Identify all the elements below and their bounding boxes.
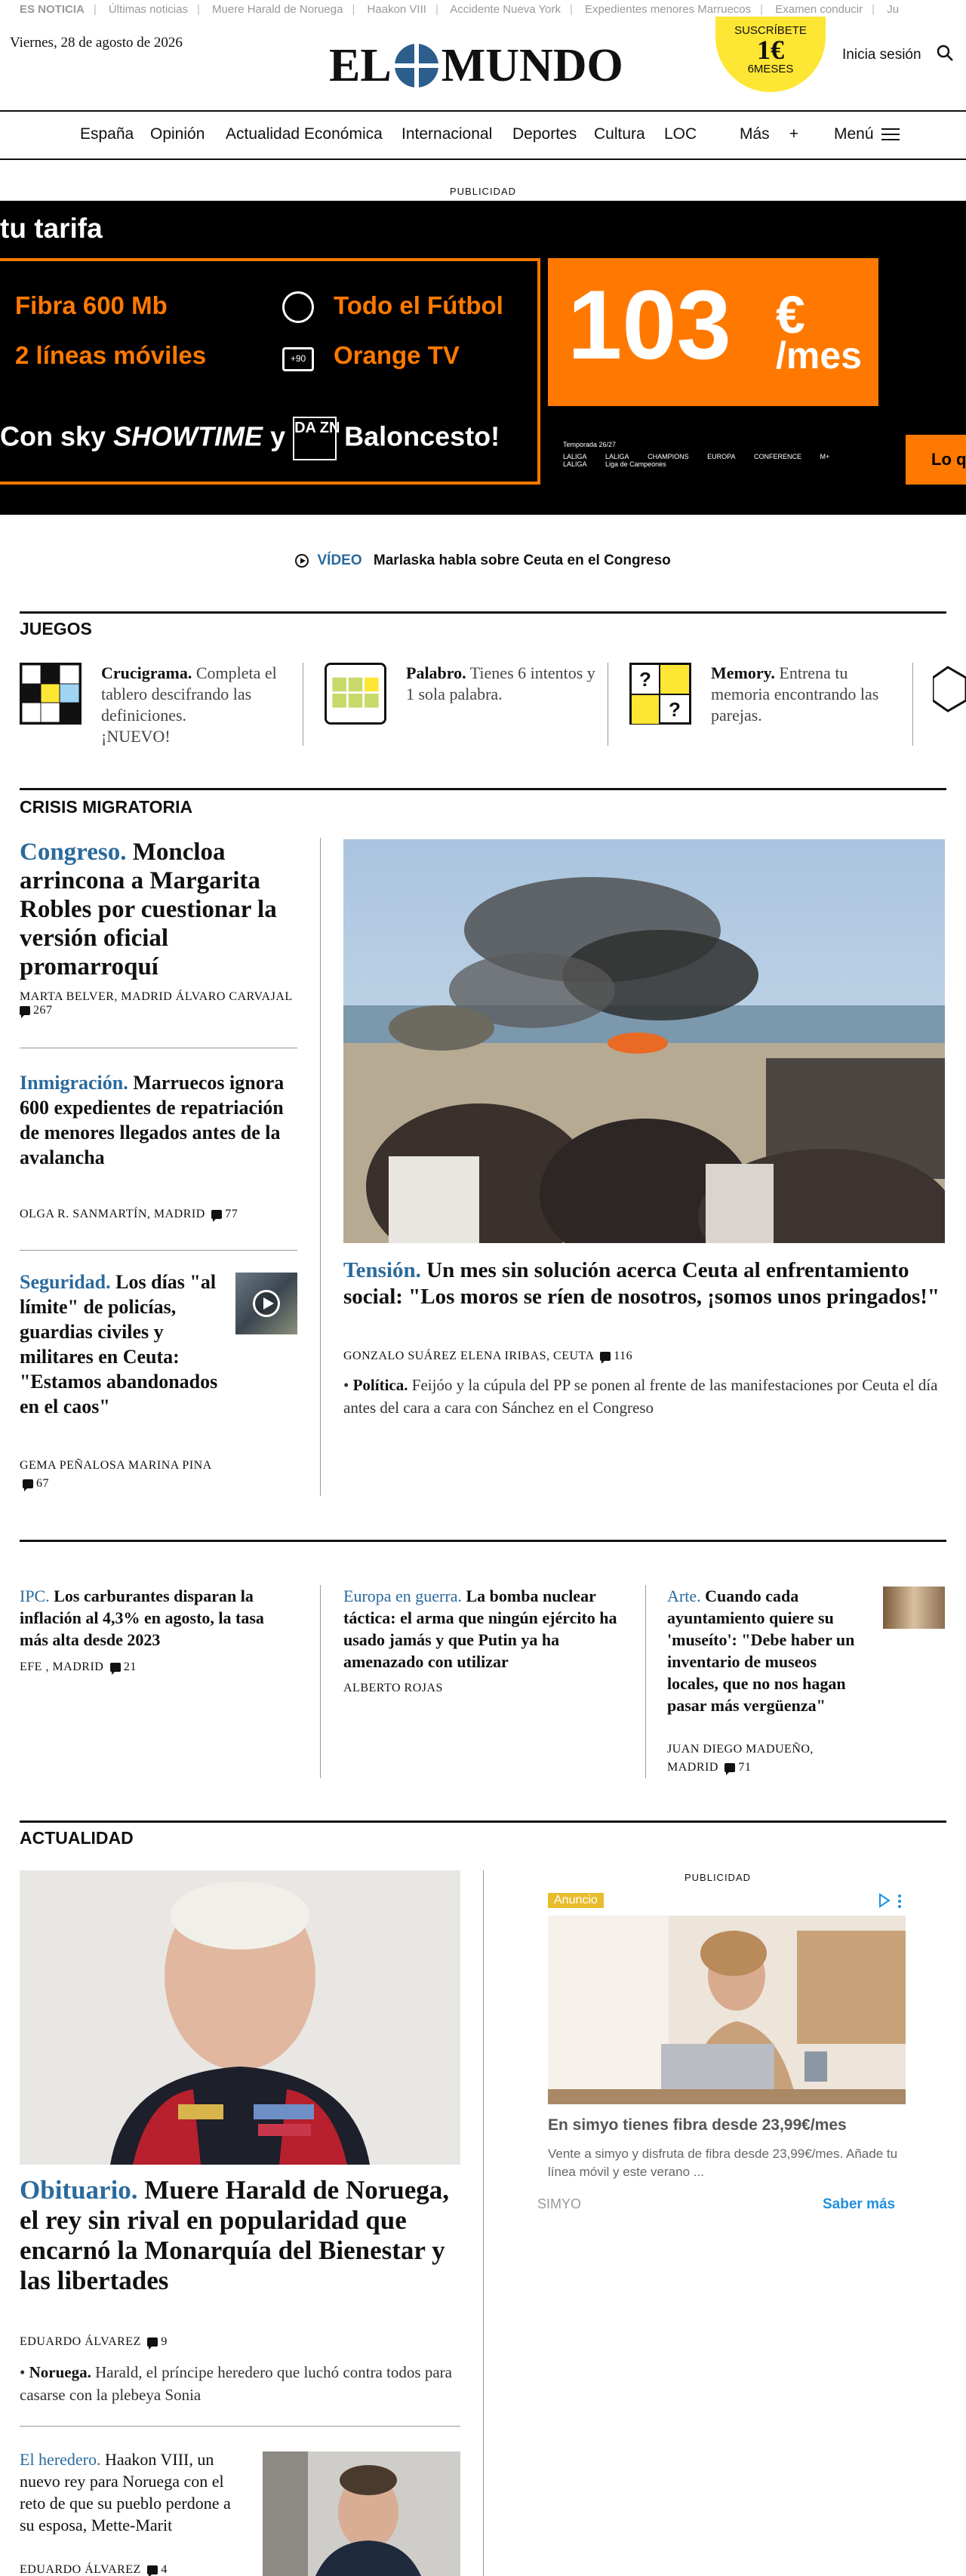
login-link[interactable]: Inicia sesión xyxy=(842,47,921,63)
ad-price-box xyxy=(548,258,878,406)
comment-count[interactable]: 77 xyxy=(225,1208,238,1220)
play-circle-icon xyxy=(295,554,309,568)
ad-cta-link[interactable]: Saber más xyxy=(823,2196,896,2212)
globe-icon xyxy=(395,44,438,88)
ticker-item[interactable]: Accidente Nueva York xyxy=(450,3,561,16)
comment-icon[interactable] xyxy=(20,1006,30,1015)
nav-item-loc[interactable]: LOC xyxy=(664,125,697,143)
ad-sky-line xyxy=(0,417,500,460)
article-kicker: El heredero. xyxy=(20,2450,101,2469)
comment-icon[interactable] xyxy=(600,1352,611,1361)
subscribe-label: SUSCRÍBETE xyxy=(734,24,807,37)
crossword-icon xyxy=(20,663,82,725)
football-icon xyxy=(282,291,314,323)
comment-icon[interactable] xyxy=(147,2337,158,2347)
game-crucigrama[interactable] xyxy=(20,663,299,746)
divider xyxy=(20,2426,460,2427)
ad-moviles: 2 líneas móviles xyxy=(15,341,207,369)
league-logo: EUROPA xyxy=(707,453,736,460)
article-byline xyxy=(667,1740,863,1777)
nav-item-opinion[interactable]: Opinión xyxy=(150,125,205,143)
memory-symbol: ? xyxy=(669,698,681,721)
league-logo: LALIGA xyxy=(605,453,629,460)
article-byline xyxy=(20,2335,460,2349)
article-kicker: Inmigración. xyxy=(20,1072,128,1094)
article-thumbnail[interactable] xyxy=(883,1587,945,1629)
nav-item-internacional[interactable]: Internacional xyxy=(401,125,493,143)
article-thumbnail[interactable] xyxy=(235,1273,297,1334)
ticker-label: ES NOTICIA xyxy=(20,3,85,16)
article-byline xyxy=(20,1660,291,1674)
nav-menu[interactable] xyxy=(834,125,900,143)
video-label: VÍDEO xyxy=(317,552,362,568)
game-desc: Tienes 6 intentos y 1 sola palabra. xyxy=(406,663,595,703)
ad-currency: € xyxy=(776,285,805,344)
ticker-item[interactable]: Haakon VIII xyxy=(367,3,426,16)
ad-brand: SIMYO xyxy=(537,2196,582,2211)
article-main-image[interactable] xyxy=(343,839,945,1243)
logo-text-right: MUNDO xyxy=(441,40,623,91)
ticker-item[interactable]: Expedientes menores Marruecos xyxy=(585,3,752,16)
column-divider xyxy=(320,1585,321,1778)
article-kicker: IPC. xyxy=(20,1587,50,1605)
game-name: Crucigrama. xyxy=(101,663,192,682)
game-palabro[interactable] xyxy=(325,663,604,746)
section-divider xyxy=(20,611,946,614)
game-extra: ¡NUEVO! xyxy=(101,727,171,746)
subscribe-price: 1€ xyxy=(757,35,784,65)
byline-authors[interactable]: GONZALO SUÁREZ ELENA IRIBAS, CEUTA xyxy=(343,1350,594,1362)
game-name: Memory. xyxy=(711,663,775,682)
league-logo: LALIGA xyxy=(563,460,587,468)
game-text xyxy=(406,663,604,705)
ad-sky-a: Con sky xyxy=(0,420,106,452)
plus-icon: + xyxy=(789,125,798,143)
ad-image[interactable] xyxy=(548,1916,906,2104)
search-icon[interactable] xyxy=(936,44,954,62)
ad-price: 103 xyxy=(568,269,731,380)
palabro-icon xyxy=(325,663,386,725)
column-divider xyxy=(320,838,321,1496)
hexagon-icon xyxy=(933,664,966,725)
article-headline[interactable]: Los carburantes disparan la inflación al 4,3% en agosto, la tasa más alta desde 2023 xyxy=(20,1587,264,1649)
byline-authors[interactable]: EDUARDO ÁLVAREZ xyxy=(20,2563,141,2576)
article-main-image[interactable] xyxy=(20,1870,460,2165)
byline-authors[interactable]: OLGA R. SANMARTÍN, MADRID xyxy=(20,1208,205,1220)
game-memory[interactable] xyxy=(629,663,909,746)
section-divider xyxy=(20,1540,946,1542)
byline-authors[interactable]: ALBERTO ROJAS xyxy=(343,1682,443,1694)
ad-badge: Anuncio xyxy=(548,1893,604,1908)
article-thumbnail[interactable] xyxy=(263,2451,460,2576)
article-byline xyxy=(343,1350,945,1363)
video-link[interactable] xyxy=(0,552,966,569)
byline-authors[interactable]: MARTA BELVER, MADRID ÁLVARO CARVAJAL xyxy=(20,990,293,1003)
comment-icon[interactable] xyxy=(23,1479,33,1488)
column-divider xyxy=(912,663,913,746)
comment-count[interactable]: 21 xyxy=(123,1660,137,1673)
game-text xyxy=(101,663,299,747)
related-kicker: Política. xyxy=(352,1376,408,1394)
article-kicker: Arte. xyxy=(667,1587,701,1605)
league-logo: M+ xyxy=(820,453,830,460)
ticker-item[interactable]: Ju xyxy=(887,3,900,16)
crisis-section-title: CRISIS MIGRATORIA xyxy=(20,797,193,817)
game-text xyxy=(711,663,909,726)
ad-label: PUBLICIDAD xyxy=(684,1872,752,1883)
comment-icon[interactable] xyxy=(724,1763,735,1772)
column-divider xyxy=(645,1585,646,1778)
ticker-item[interactable]: Muere Harald de Noruega xyxy=(212,3,343,16)
games-section-title: JUEGOS xyxy=(20,619,92,639)
comment-count[interactable]: 267 xyxy=(33,1004,53,1017)
ad-temporada: Temporada 26/27 xyxy=(563,441,617,448)
related-article[interactable]: • Política. Feijóo y la cúpula del PP se ponen al frente de las manifestaciones por Ceuta el día antes del cara a cara con Sánchez en el Congreso xyxy=(343,1376,938,1417)
game-desc: Entrena tu memoria encontrando las parejas. xyxy=(711,663,879,725)
nav-more-label: Más xyxy=(740,125,770,143)
article-headline[interactable]: La bomba nuclear táctica: el arma que ningún ejército ha usado jamás y que Putin ya ha amenazado con utilizar xyxy=(343,1587,617,1671)
article-headline[interactable]: Los días "al límite" de policías, guardias civiles y militares en Ceuta: "Estamos abandonados en el caos" xyxy=(20,1271,218,1417)
article-byline xyxy=(20,1457,223,1493)
ad-label: PUBLICIDAD xyxy=(449,186,517,197)
video-title: Marlaska habla sobre Ceuta en el Congreso xyxy=(373,552,671,568)
adchoices-icon[interactable] xyxy=(877,1893,904,1910)
byline-authors[interactable]: JUAN DIEGO MADUEÑO, MADRID xyxy=(667,1743,814,1774)
byline-authors[interactable]: EFE , MADRID xyxy=(20,1660,104,1673)
related-article[interactable]: • Noruega. Harald, el príncipe heredero que luchó contra todos para casarse con la plebeya Sonia xyxy=(20,2363,452,2404)
logo-text-left: EL xyxy=(329,40,392,91)
actualidad-section-title: ACTUALIDAD xyxy=(20,1828,134,1848)
related-headline[interactable]: Feijóo y la cúpula del PP se ponen al frente de las manifestaciones por Ceuta el día antes del cara a cara con Sánchez en el Congreso xyxy=(343,1376,938,1417)
nav-menu-label: Menú xyxy=(834,125,874,143)
side-ad[interactable] xyxy=(537,1872,906,2219)
comment-count[interactable]: 9 xyxy=(161,2335,168,2348)
article-headline[interactable]: Un mes sin solución acerca Ceuta al enfrentamiento social: "Los moros se ríen de nosotros, ¡somos unos pringados!" xyxy=(343,1258,940,1309)
article-kicker: Tensión. xyxy=(343,1258,421,1282)
article-kicker: Europa en guerra. xyxy=(343,1587,462,1605)
column-divider xyxy=(483,1870,484,2576)
league-logo: CHAMPIONS xyxy=(648,453,689,460)
divider xyxy=(20,1250,297,1251)
article-kicker: Obituario. xyxy=(20,2175,138,2205)
nav-item-cultura[interactable]: Cultura xyxy=(594,125,645,143)
comment-count[interactable]: 67 xyxy=(36,1477,49,1490)
main-nav xyxy=(0,110,966,160)
ad-tarifa: tu tarifa xyxy=(0,213,103,244)
site-logo[interactable] xyxy=(329,39,635,92)
comment-icon[interactable] xyxy=(110,1663,121,1672)
related-kicker: Noruega. xyxy=(29,2363,91,2381)
ad-per: /mes xyxy=(776,334,862,377)
article-byline xyxy=(343,1682,630,1695)
nav-item-espana[interactable]: España xyxy=(80,125,134,143)
comment-icon[interactable] xyxy=(147,2565,158,2574)
league-logo: LALIGA xyxy=(563,453,587,460)
comment-count[interactable]: 71 xyxy=(738,1761,752,1774)
ad-orange-tv: Orange TV xyxy=(334,341,460,369)
league-logo: CONFERENCE xyxy=(753,453,801,460)
subscribe-period: 6MESES xyxy=(747,63,794,75)
comment-count[interactable]: 4 xyxy=(161,2563,168,2576)
nav-item-deportes[interactable]: Deportes xyxy=(512,125,577,143)
memory-symbol: ? xyxy=(632,665,660,695)
ad-title[interactable]: En simyo tienes fibra desde 23,99€/mes xyxy=(548,2116,847,2134)
article-headline[interactable]: Cuando cada ayuntamiento quiere su 'museíto': "Debe haber un inventario de museos locales, que no nos hagan pasar más vergüenza" xyxy=(667,1587,855,1715)
article-kicker: Congreso. xyxy=(20,839,127,866)
ad-baloncesto: Baloncesto! xyxy=(344,420,500,452)
game-name: Palabro. xyxy=(406,663,466,682)
article-headline[interactable]: Haakon VIII, un nuevo rey para Noruega con el reto de que su pueblo perdone a su esposa, Mette-Marit xyxy=(20,2450,231,2534)
article-byline xyxy=(20,1208,299,1221)
related-headline[interactable]: Harald, el príncipe heredero que luchó contra todos para casarse con la plebeya Sonia xyxy=(20,2363,452,2404)
ad-league-logos xyxy=(563,441,880,471)
byline-authors[interactable]: EDUARDO ÁLVAREZ xyxy=(20,2335,141,2348)
ad-sky-b: SHOWTIME xyxy=(113,420,263,452)
article-byline xyxy=(20,990,299,1017)
subscribe-button[interactable] xyxy=(715,17,826,92)
game-desc: Completa el tablero descifrando las definiciones. xyxy=(101,663,277,725)
ad-sky-c: y xyxy=(270,420,286,452)
hamburger-icon xyxy=(881,128,900,140)
article-headline[interactable]: Moncloa arrincona a Margarita Robles por cuestionar la versión oficial promarroquí xyxy=(20,839,277,980)
article-byline xyxy=(20,2563,238,2576)
byline-authors[interactable]: GEMA PEÑALOSA MARINA PINA xyxy=(20,1459,211,1472)
memory-icon xyxy=(629,663,691,725)
league-logo: Liga de Campeones xyxy=(605,460,666,468)
ad-banner[interactable] xyxy=(0,201,966,515)
article-headline[interactable]: Muere Harald de Noruega, el rey sin rival en popularidad que encarnó la Monarquía del Bienestar y las libertades xyxy=(20,2175,450,2295)
play-icon xyxy=(253,1290,280,1317)
ad-cta-button[interactable]: Lo q xyxy=(906,435,966,485)
ad-fibra: Fibra 600 Mb xyxy=(15,291,168,319)
news-ticker: ES NOTICIA | Últimas noticias | Muere Harald de Noruega | Haakon VIII | Accidente Nueva York | Expedientes menores Marruecos | Examen conducir | Ju xyxy=(20,3,900,16)
section-divider xyxy=(20,1820,946,1823)
ad-futbol: Todo el Fútbol xyxy=(334,291,503,319)
article-headline[interactable]: Marruecos ignora 600 expedientes de repatriación de menores llegados antes de la avalancha xyxy=(20,1072,285,1168)
ad-description: Vente a simyo y disfruta de fibra desde 23,99€/mes. Añade tu línea móvil y este verano ... xyxy=(548,2147,898,2179)
nav-item-actualidad-economica[interactable]: Actualidad Económica xyxy=(226,125,383,143)
ticker-item[interactable]: Últimas noticias xyxy=(108,3,188,16)
article-kicker: Seguridad. xyxy=(20,1271,111,1293)
ticker-item[interactable]: Examen conducir xyxy=(775,3,863,16)
section-divider xyxy=(20,788,946,790)
nav-more[interactable] xyxy=(740,125,798,143)
dazn-logo: DA ZN xyxy=(293,417,337,460)
tv-icon: +90 xyxy=(282,347,314,371)
comment-icon[interactable] xyxy=(211,1210,222,1219)
header-date: Viernes, 28 de agosto de 2026 xyxy=(10,35,183,51)
comment-count[interactable]: 116 xyxy=(614,1350,633,1362)
